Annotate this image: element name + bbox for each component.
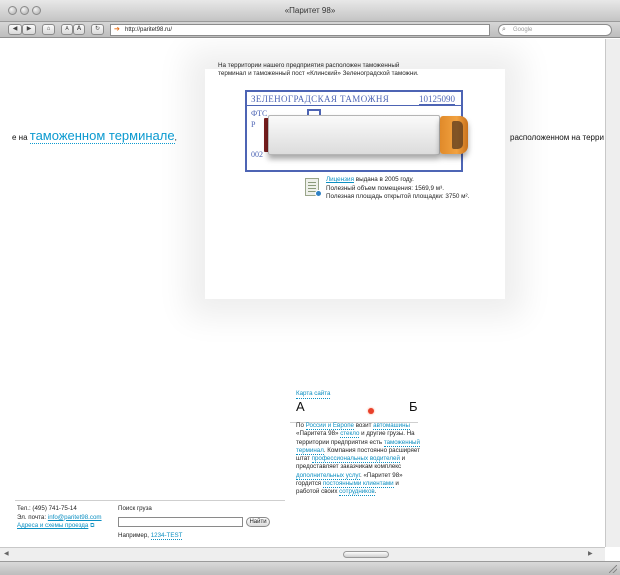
trucks-link[interactable]: автомашины: [373, 422, 410, 429]
phone-text: Тел.: (495) 741-75-14: [17, 505, 77, 512]
stamp-title: ЗЕЛЕНОГРАДСКАЯ ТАМОЖНЯ: [251, 94, 390, 104]
search-icon: ⌕: [502, 26, 506, 33]
desc-text: По: [296, 422, 306, 429]
address-text: http://paritet98.ru/: [125, 27, 173, 33]
ticker-prefix: е на: [12, 133, 30, 142]
reload-icon: ↻: [94, 26, 101, 32]
search-placeholder: Google: [513, 27, 533, 33]
license-link[interactable]: Лицензия: [326, 176, 354, 183]
drivers-link[interactable]: профессиональных водителей: [311, 455, 400, 463]
desc-text: . «Паритет 98» гордится: [296, 471, 403, 488]
zoom-badge-icon: [315, 190, 322, 197]
stamp-r: Р: [251, 120, 256, 129]
useful-volume-text: Полезный объем помещения: 1569,9 м³.: [326, 184, 444, 192]
back-button[interactable]: [8, 24, 22, 35]
cargo-search: [118, 505, 278, 539]
customs-terminal-link[interactable]: таможенном терминале: [29, 129, 175, 143]
search-field[interactable]: [498, 24, 612, 36]
ticker-suffix: ,: [174, 133, 177, 142]
stamp-divider: [247, 105, 461, 106]
stamp-fts: ФТС: [251, 109, 268, 118]
address-bar[interactable]: [110, 24, 490, 36]
route-point-b: Б: [409, 399, 418, 414]
route-point-a: А: [296, 399, 305, 414]
truck-trailer-image: [268, 115, 440, 155]
staff-link[interactable]: сотрудников: [339, 488, 375, 496]
window-titlebar: [0, 0, 620, 22]
directions-link[interactable]: Адреса и схемы проезда: [17, 522, 89, 529]
horizontal-scroll-thumb[interactable]: [343, 551, 389, 558]
external-link-icon: ⧉: [90, 522, 95, 529]
horizontal-scrollbar[interactable]: [0, 547, 605, 561]
desc-text: и другие грузы. На территории предприятия есть: [296, 430, 415, 446]
scroll-left-icon[interactable]: ◀: [4, 551, 9, 557]
customs-terminal-text-link[interactable]: таможенный терминал: [296, 438, 420, 454]
intro-text: На территории нашего предприятия расположен таможенный терминал и таможенный пост «Клинский» Зеленоградской таможни.: [218, 62, 419, 77]
email-label: Эл. почта:: [17, 513, 48, 521]
forward-arrow-icon: ▶: [26, 26, 32, 32]
desc-text: . Компания постоянно расширяет штат: [296, 446, 420, 463]
route-dot-icon: [368, 408, 374, 414]
example-label: Например,: [118, 532, 151, 539]
services-link[interactable]: дополнительных услуг: [296, 471, 361, 479]
status-bar: [0, 561, 620, 575]
glass-link[interactable]: стекло: [340, 430, 360, 438]
clients-link[interactable]: постоянными клиентами: [322, 480, 394, 488]
license-issued-text: выдана в 2005 году.: [353, 176, 414, 183]
desc-text: и предоставляет заказчикам комплекс: [296, 455, 406, 471]
ticker-left: [0, 129, 205, 145]
license-info: [326, 176, 469, 202]
email-link[interactable]: info@paritet98.com: [47, 513, 102, 521]
ticker-right: расположенном на терри: [510, 133, 604, 142]
cargo-search-label: Поиск груза: [118, 505, 152, 512]
small-a-icon: A: [65, 26, 69, 32]
home-icon: ⌂: [46, 26, 51, 32]
text-smaller-button[interactable]: [61, 24, 73, 35]
company-description: [296, 422, 421, 497]
reload-button[interactable]: [91, 24, 104, 35]
vertical-scrollbar[interactable]: [605, 39, 620, 547]
text-bigger-button[interactable]: [73, 24, 85, 35]
window-title: «Паритет 98»: [284, 6, 336, 15]
useful-area-text: Полезная площадь открытой площадки: 3750 м².: [326, 193, 470, 200]
desc-text: .: [374, 488, 377, 496]
scroll-right-icon[interactable]: ▶: [588, 551, 593, 557]
desc-text: возит: [354, 422, 374, 429]
example-code-link[interactable]: 1234-TEST: [150, 532, 183, 539]
truck-windshield-image: [452, 121, 463, 149]
site-favicon-icon: ➔: [114, 26, 120, 33]
resize-grip-icon[interactable]: [609, 565, 617, 573]
desc-text: «Паритета 98»: [296, 430, 341, 438]
find-button[interactable]: Найти: [246, 517, 270, 527]
sitemap-link[interactable]: Карта сайта: [296, 390, 330, 399]
forward-button[interactable]: [22, 24, 36, 35]
contacts-block: [17, 505, 117, 531]
desc-text: и работой своих: [296, 480, 399, 496]
footer-divider: [15, 500, 285, 501]
stamp-num-bottom: 002: [251, 150, 263, 159]
cargo-example: [118, 532, 182, 539]
cargo-search-input[interactable]: [118, 517, 243, 527]
large-a-icon: A: [76, 26, 82, 32]
russia-europe-link[interactable]: России и Европе: [305, 422, 354, 429]
home-button[interactable]: [42, 24, 55, 35]
browser-toolbar: [0, 22, 620, 38]
back-arrow-icon: ◀: [12, 26, 18, 32]
stamp-number: 10125090: [419, 94, 455, 104]
